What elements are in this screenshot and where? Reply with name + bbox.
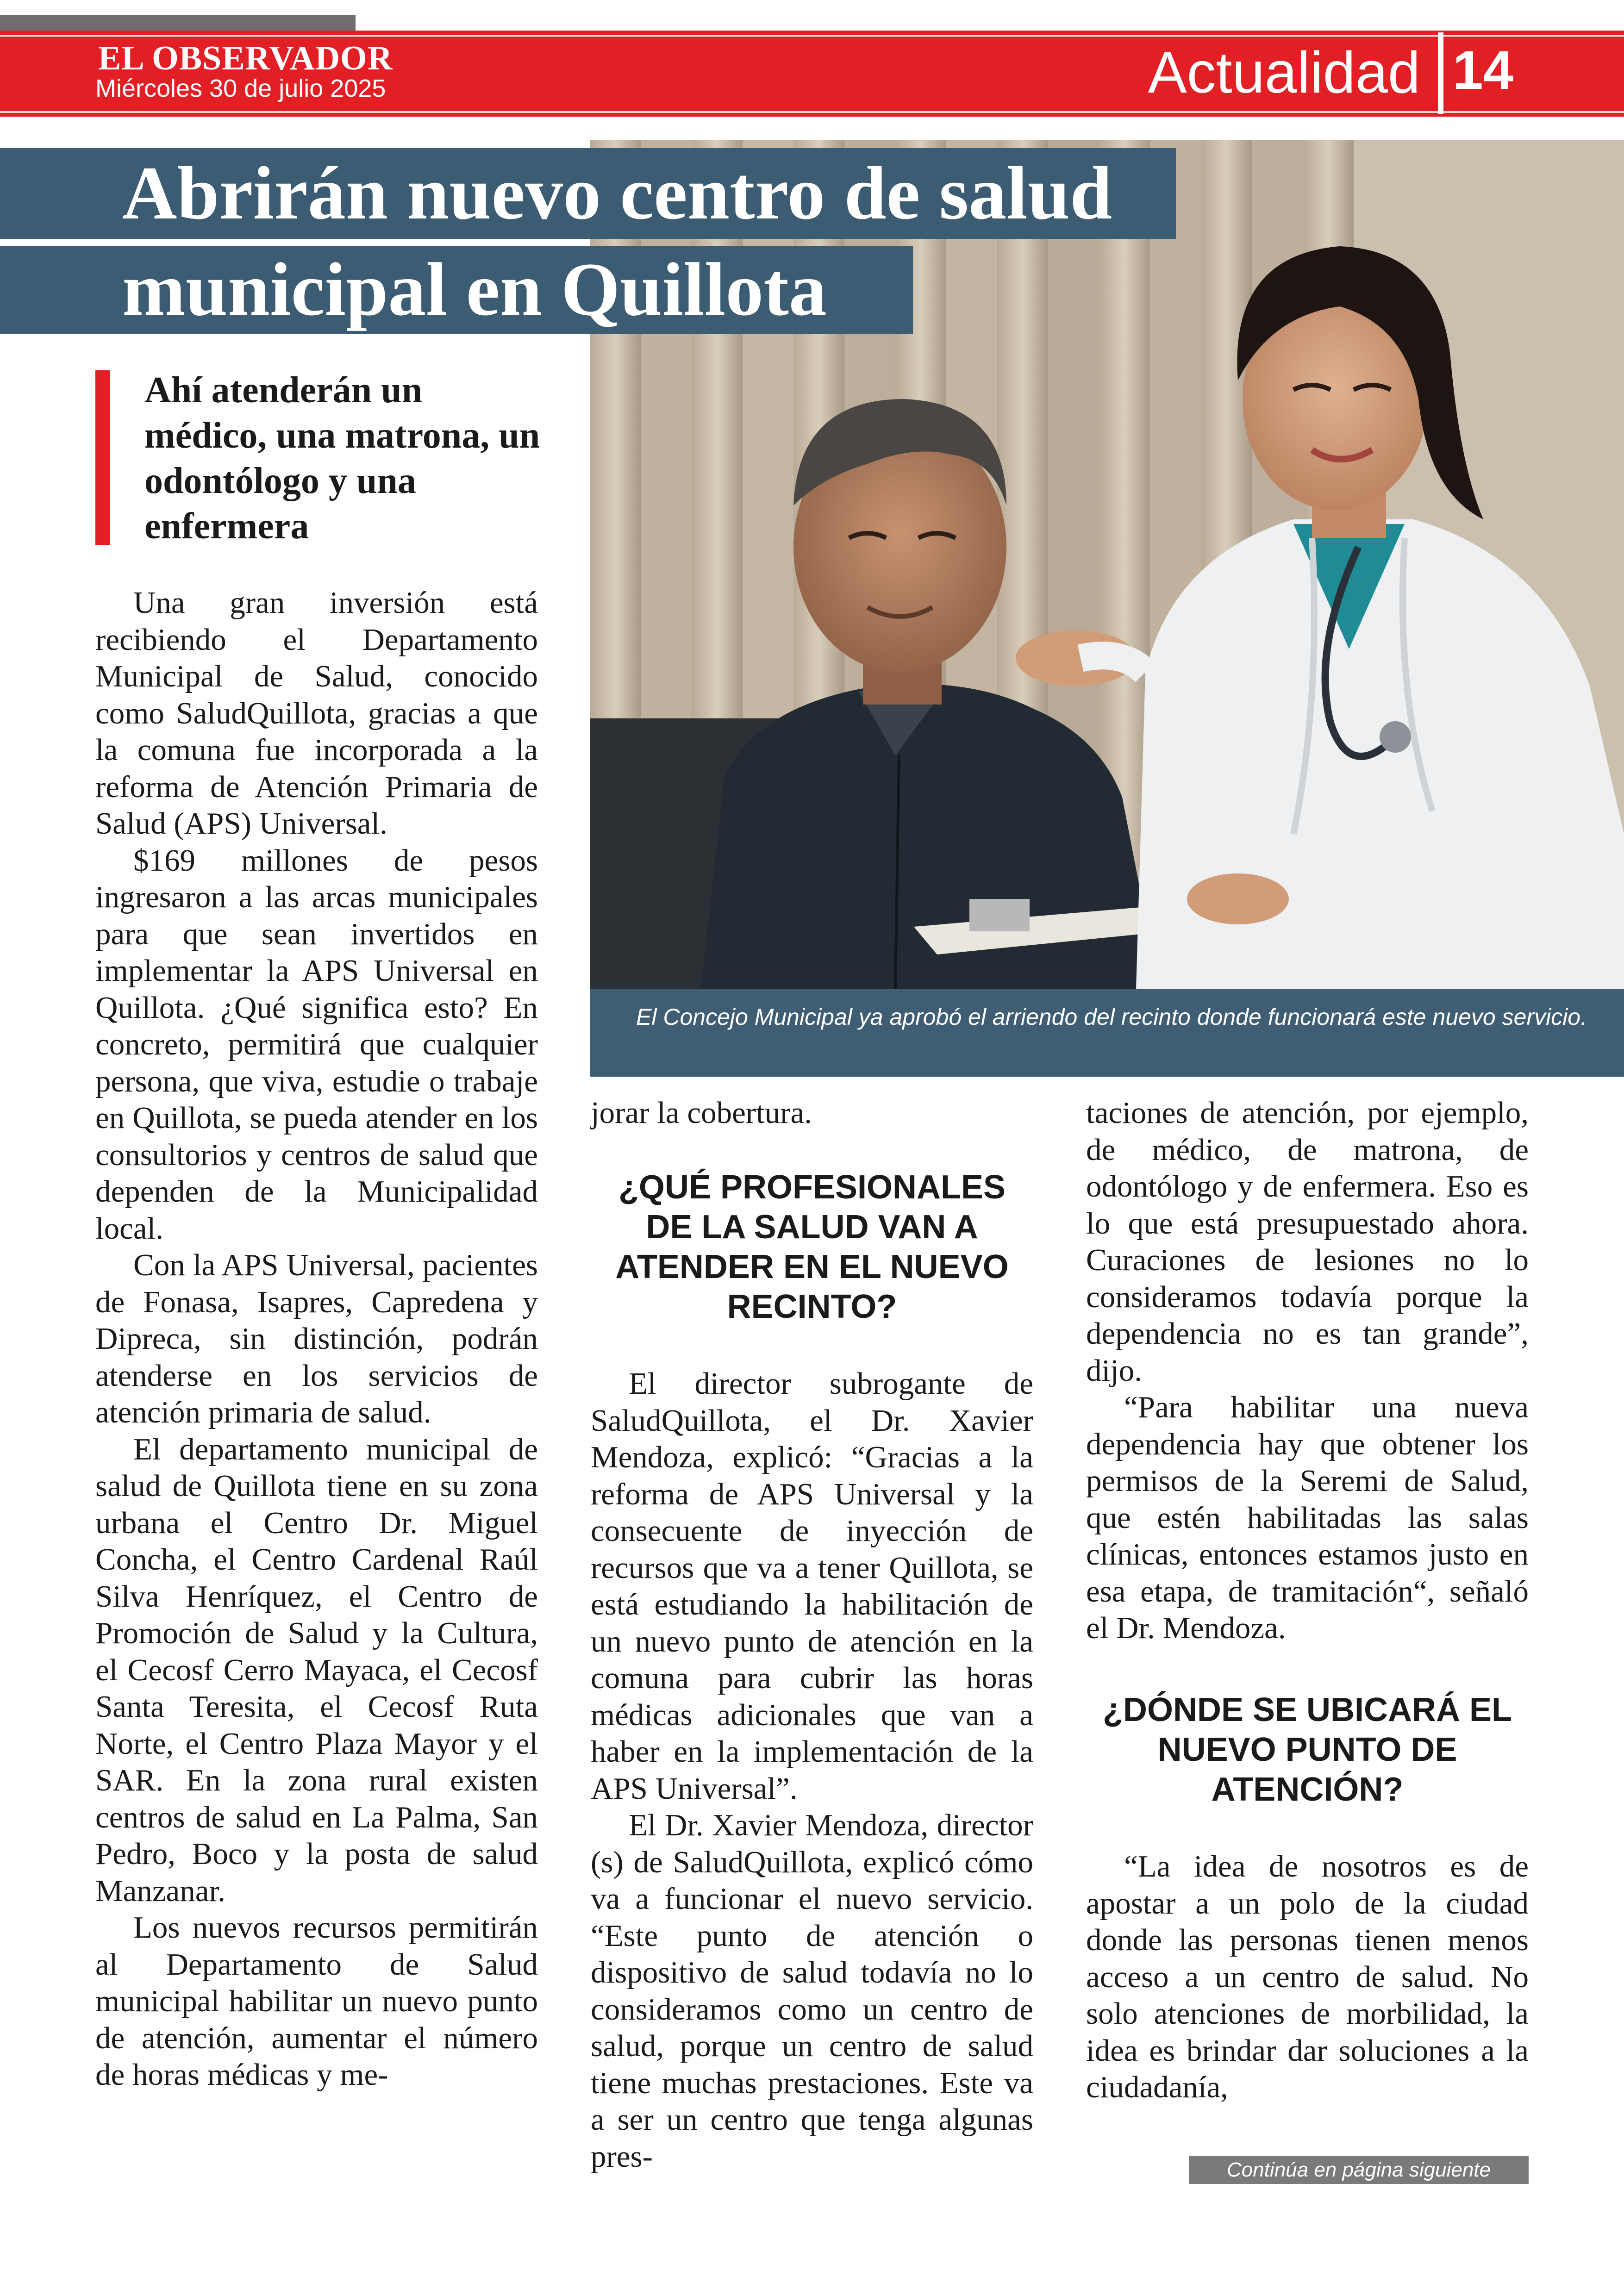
subhead-professionals: ¿QUÉ PROFESIONALES DE LA SALUD VAN A ATENDER EN EL NUEVO RECINTO? bbox=[615, 1169, 1009, 1325]
body-paragraph: $169 millones de pesos ingresaron a las arcas municipales para que sean invertidos en implementar la APS Universal en Quillota. ¿Qué significa esto? En concreto, permitirá que cualquier persona, que viva, estudie o trabaje en Quillota, se pueda atender en los consultorios y centros de salud que dependen de la Municipalidad local. bbox=[95, 843, 538, 1246]
dek: Ahí atenderán un médico, una matrona, un odontólogo y una enfermera bbox=[144, 370, 540, 547]
body-column-3-end bbox=[1086, 1848, 1529, 2106]
masthead-top-rule bbox=[0, 15, 356, 31]
masthead-bottom-rule bbox=[0, 111, 1624, 113]
body-column-2 bbox=[591, 1366, 1033, 2175]
continues-label: Continúa en página siguiente bbox=[1226, 2158, 1491, 2181]
body-paragraph: Los nuevos recursos permitirán al Departamento de Salud municipal habilitar un nuevo punto de atención, aumentar el número de horas médicas y me- bbox=[95, 1910, 538, 2092]
body-paragraph: El Dr. Xavier Mendoza, director (s) de SaludQuillota, explicó cómo va a funcionar el nuevo servicio. “Este punto de atención o dispositivo de salud todavía no lo consideramos como un centro de salud, porque un centro de salud tiene muchas prestaciones. Este va a ser un centro que tenga algunas pres- bbox=[591, 1808, 1033, 2174]
body-paragraph: “La idea de nosotros es de apostar a un polo de la ciudad donde las personas tienen menos acceso a un centro de salud. No solo atenciones de morbilidad, la idea es brindar dar soluciones a la ciudadanía, bbox=[1086, 1849, 1529, 2104]
headline-line-1: Abrirán nuevo centro de salud bbox=[122, 151, 1112, 235]
caption-band bbox=[590, 989, 1624, 1077]
issue-date: Miércoles 30 de julio 2025 bbox=[95, 75, 386, 102]
body-column-1 bbox=[95, 585, 538, 2094]
continues-next-page bbox=[1189, 2156, 1529, 2184]
body-paragraph: El director subrogante de SaludQuillota, el Dr. Xavier Mendoza, explicó: “Gracias a la reforma de APS Universal y la consecuente de inyección de recursos que va a tener Quillota, se está estudiando la habilitación de un nuevo punto de atención en la comuna para cubrir las horas médicas adicionales que van a haber en la implementación de la APS Universal”. bbox=[591, 1366, 1033, 1806]
body-paragraph: Con la APS Universal, pacientes de Fonasa, Isapres, Capredena y Dipreca, sin distinción, podrán atenderse en los servicios de atención primaria de salud. bbox=[95, 1248, 538, 1429]
section-divider bbox=[1438, 32, 1443, 114]
subhead-location: ¿DÓNDE SE UBICARÁ EL NUEVO PUNTO DE ATENCIÓN? bbox=[1102, 1691, 1512, 1808]
headline-line-2: municipal en Quillota bbox=[122, 248, 827, 331]
body-paragraph: El departamento municipal de salud de Quillota tiene en su zona urbana el Centro Dr. Miguel Concha, el Centro Cardenal Raúl Silva Henríquez, el Centro de Promoción de Salud y la Cultura, el Cecosf Cerro Mayaca, el Cecosf Santa Teresita, el Cecosf Ruta Norte, el Centro Plaza Mayor y el SAR. En la zona rural existen centros de salud en La Palma, San Pedro, Boco y la posta de salud Manzanar. bbox=[95, 1432, 538, 1908]
body-paragraph: “Para habilitar una nueva dependencia hay que obtener los permisos de la Seremi de Salud, que estén habilitadas las salas clínicas, entonces estamos justo en esa etapa, de tramitación“, señaló el Dr. Mendoza. bbox=[1086, 1390, 1529, 1645]
body-paragraph: Una gran inversión está recibiendo el Departamento Municipal de Salud, conocido como SaludQuillota, gracias a que la comuna fue incorporada a la reforma de Atención Primaria de Salud (APS) Universal. bbox=[95, 586, 538, 841]
photo-caption: El Concejo Municipal ya aprobó el arriendo del recinto donde funcionará este nuevo servicio. bbox=[636, 1004, 1587, 1030]
page-number: 14 bbox=[1453, 40, 1514, 101]
paper-name: EL OBSERVADOR bbox=[98, 39, 393, 77]
body-column-2-start bbox=[591, 1095, 1033, 1132]
dek-accent-bar bbox=[95, 370, 110, 545]
masthead-inner-rule bbox=[0, 35, 1624, 37]
section-name: Actualidad bbox=[1148, 40, 1420, 105]
body-paragraph-continued: taciones de atención, por ejemplo, de médico, de matrona, de odontólogo y de enfermera. Eso es lo que está presupuestado ahora. Curaciones de lesiones no lo consideramos todavía porque la dependencia no es tan grande”, dijo. bbox=[1086, 1096, 1529, 1388]
body-paragraph-continued: jorar la cobertura. bbox=[591, 1096, 812, 1130]
body-column-3 bbox=[1086, 1095, 1529, 1647]
